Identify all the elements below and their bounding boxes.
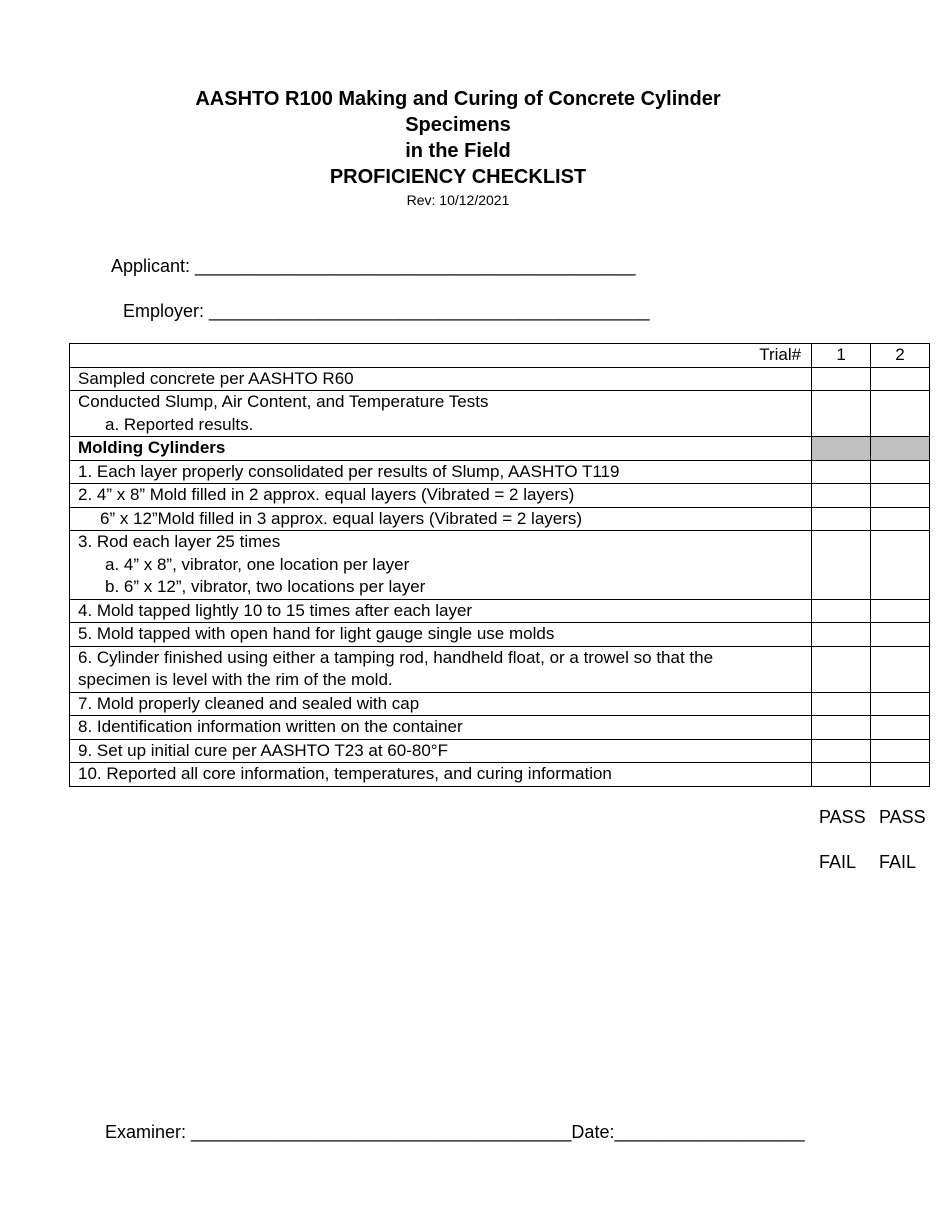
section-heading xyxy=(70,437,812,461)
table-row xyxy=(70,763,930,787)
trial-2-cell[interactable] xyxy=(871,739,930,763)
row-description xyxy=(70,763,812,787)
title-line-2: Specimens xyxy=(405,114,511,136)
row-description xyxy=(70,646,812,692)
revision-date: Rev: 10/12/2021 xyxy=(406,192,510,208)
trial-1-cell[interactable] xyxy=(812,623,871,647)
trial-2-cell[interactable] xyxy=(871,646,930,692)
row-description xyxy=(70,484,812,508)
row-description xyxy=(70,531,812,600)
trial-1-cell[interactable] xyxy=(812,692,871,716)
document-header xyxy=(0,86,916,209)
proficiency-checklist-table xyxy=(69,343,930,787)
trial-2-cell[interactable] xyxy=(871,484,930,508)
trial-2-cell[interactable] xyxy=(871,692,930,716)
trial-2-cell[interactable] xyxy=(871,599,930,623)
row-text: 9. Set up initial cure per AASHTO T23 at 60-80°F xyxy=(78,740,448,760)
trial-1-cell[interactable] xyxy=(812,646,871,692)
examiner-date-field[interactable]: Examiner: ______________________________________Date:___________________ xyxy=(105,1122,805,1142)
table-row xyxy=(70,484,930,508)
row-text: 4. Mold tapped lightly 10 to 15 times after each layer xyxy=(78,600,473,620)
trial-label: Trial# xyxy=(70,344,812,368)
trial-1-cell[interactable] xyxy=(812,716,871,740)
row-description xyxy=(70,507,812,531)
trial-1-cell[interactable] xyxy=(812,484,871,508)
trial-2-cell[interactable] xyxy=(871,367,930,391)
table-row xyxy=(70,646,930,692)
row-description xyxy=(70,460,812,484)
row-text: 10. Reported all core information, temperatures, and curing information xyxy=(78,764,612,783)
table-row xyxy=(70,460,930,484)
trial-1-cell[interactable] xyxy=(812,739,871,763)
table-row xyxy=(70,739,930,763)
trial-1-cell[interactable] xyxy=(812,391,871,437)
trial-2-cell[interactable] xyxy=(871,763,930,787)
table-row xyxy=(70,599,930,623)
row-description xyxy=(70,599,812,623)
pass-trial-1[interactable]: PASS xyxy=(819,807,866,827)
trial-2-cell[interactable] xyxy=(871,623,930,647)
fail-trial-1[interactable]: FAIL xyxy=(819,852,857,872)
row-text: 1. Each layer properly consolidated per results of Slump, AASHTO T119 xyxy=(78,461,620,481)
row-text: 2. 4” x 8” Mold filled in 2 approx. equal layers (Vibrated = 2 layers) xyxy=(78,485,575,504)
trial-1-cell[interactable] xyxy=(812,599,871,623)
trial-2-cell[interactable] xyxy=(871,391,930,437)
fail-trial-2[interactable]: FAIL xyxy=(879,852,917,872)
table-row xyxy=(70,507,930,531)
table-row xyxy=(70,692,930,716)
row-text: 5. Mold tapped with open hand for light gauge single use molds xyxy=(78,624,555,643)
trial-1-cell[interactable] xyxy=(812,367,871,391)
row-text: 8. Identification information written on the container xyxy=(78,717,463,736)
table-row xyxy=(70,531,930,600)
table-row xyxy=(70,716,930,740)
row-description xyxy=(70,391,812,437)
row-description xyxy=(70,367,812,391)
table-header-row xyxy=(70,344,930,368)
row-subtext: a. 4” x 8”, vibrator, one location per layer xyxy=(105,554,410,574)
pass-trial-2[interactable]: PASS xyxy=(879,807,926,827)
row-description xyxy=(70,716,812,740)
trial-1-cell[interactable] xyxy=(812,507,871,531)
table-row xyxy=(70,623,930,647)
shaded-cell xyxy=(812,437,871,461)
table-row xyxy=(70,391,930,437)
row-text-continued: specimen is level with the rim of the mold. xyxy=(78,670,393,689)
trial-2-cell[interactable] xyxy=(871,460,930,484)
shaded-cell xyxy=(871,437,930,461)
table-row xyxy=(70,367,930,391)
trial-2-cell[interactable] xyxy=(871,507,930,531)
title-line-3: in the Field xyxy=(405,140,511,162)
title-line-1: AASHTO R100 Making and Curing of Concrete Cylinder xyxy=(195,88,721,110)
row-text: Sampled concrete per AASHTO R60 xyxy=(78,368,354,388)
row-text: 6” x 12”Mold filled in 3 approx. equal layers (Vibrated = 2 layers) xyxy=(100,508,583,528)
row-subtext: a. Reported results. xyxy=(105,414,254,434)
row-description xyxy=(70,739,812,763)
row-text: Conducted Slump, Air Content, and Temperature Tests xyxy=(78,392,489,411)
trial-2-header: 2 xyxy=(871,344,930,368)
trial-1-header: 1 xyxy=(812,344,871,368)
trial-1-cell[interactable] xyxy=(812,763,871,787)
row-subtext: b. 6” x 12”, vibrator, two locations per layer xyxy=(105,577,426,596)
trial-1-cell[interactable] xyxy=(812,460,871,484)
title-line-4: PROFICIENCY CHECKLIST xyxy=(329,166,587,188)
trial-2-cell[interactable] xyxy=(871,716,930,740)
section-row-molding-cylinders xyxy=(70,437,930,461)
row-text: 6. Cylinder finished using either a tamping rod, handheld float, or a trowel so that the xyxy=(78,647,714,667)
row-description xyxy=(70,692,812,716)
employer-field[interactable]: Employer: ____________________________________________ xyxy=(123,301,650,321)
row-description xyxy=(70,623,812,647)
row-text: 3. Rod each layer 25 times xyxy=(78,532,281,551)
applicant-field[interactable]: Applicant: ____________________________________________ xyxy=(111,256,636,276)
trial-2-cell[interactable] xyxy=(871,531,930,600)
row-text: 7. Mold properly cleaned and sealed with cap xyxy=(78,693,420,713)
section-heading-text: Molding Cylinders xyxy=(78,438,226,457)
trial-1-cell[interactable] xyxy=(812,531,871,600)
